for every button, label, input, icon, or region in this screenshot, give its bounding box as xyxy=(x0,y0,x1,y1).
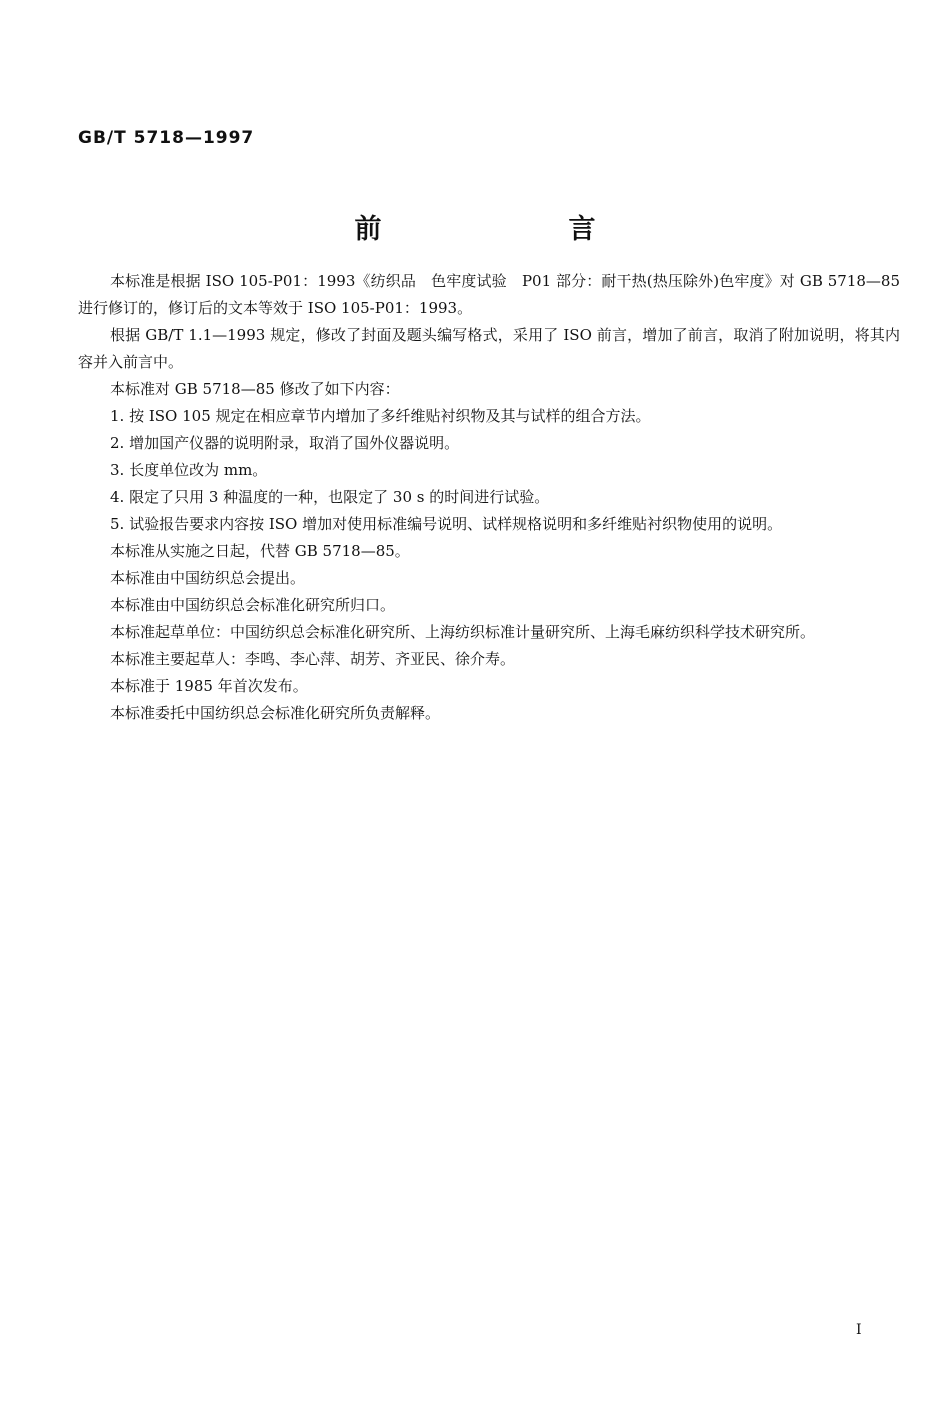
modification-item-1: 1. 按 ISO 105 规定在相应章节内增加了多纤维贴衬织物及其与试样的组合方法。 xyxy=(110,407,651,425)
modification-item-2: 2. 增加国产仪器的说明附录，取消了国外仪器说明。 xyxy=(110,434,460,452)
paragraph-format-changes: 根据 GB/T 1.1—1993 规定，修改了封面及题头编写格式，采用了 ISO 前言，增加了前言，取消了附加说明，将其内容并入前言中。 xyxy=(78,326,900,371)
paragraph-proposed-by: 本标准由中国纺织总会提出。 xyxy=(110,569,306,587)
modification-item-5: 5. 试验报告要求内容按 ISO 增加对使用标准编号说明、试样规格说明和多纤维贴衬织物使用的说明。 xyxy=(110,515,783,533)
modification-item-3: 3. 长度单位改为 mm。 xyxy=(110,461,268,479)
paragraph-basis: 本标准是根据 ISO 105-P01：1993《纺织品 色牢度试验 P01 部分：耐干热(热压除外)色牢度》对 GB 5718—85 进行修订的，修订后的文本等效于 ISO 105-P01：1993。 xyxy=(78,272,900,317)
page-number: I xyxy=(856,1322,862,1338)
paragraph-modifications-intro: 本标准对 GB 5718—85 修改了如下内容： xyxy=(110,380,400,398)
document-code: GB/T 5718—1997 xyxy=(78,128,255,148)
paragraph-centralized-by: 本标准由中国纺织总会标准化研究所归口。 xyxy=(110,596,396,614)
paragraph-drafting-units: 本标准起草单位：中国纺织总会标准化研究所、上海纺织标准计量研究所、上海毛麻纺织科学技术研究所。 xyxy=(110,623,816,641)
page-title: 前 言 xyxy=(354,214,676,245)
paragraph-first-issued: 本标准于 1985 年首次发布。 xyxy=(110,677,308,695)
foreword-body xyxy=(78,268,900,727)
paragraph-drafters: 本标准主要起草人：李鸣、李心萍、胡芳、齐亚民、徐介寿。 xyxy=(110,650,516,668)
paragraph-interpretation: 本标准委托中国纺织总会标准化研究所负责解释。 xyxy=(110,704,441,722)
modification-item-4: 4. 限定了只用 3 种温度的一种，也限定了 30 s 的时间进行试验。 xyxy=(110,488,550,506)
paragraph-replaces: 本标准从实施之日起，代替 GB 5718—85。 xyxy=(110,542,410,560)
